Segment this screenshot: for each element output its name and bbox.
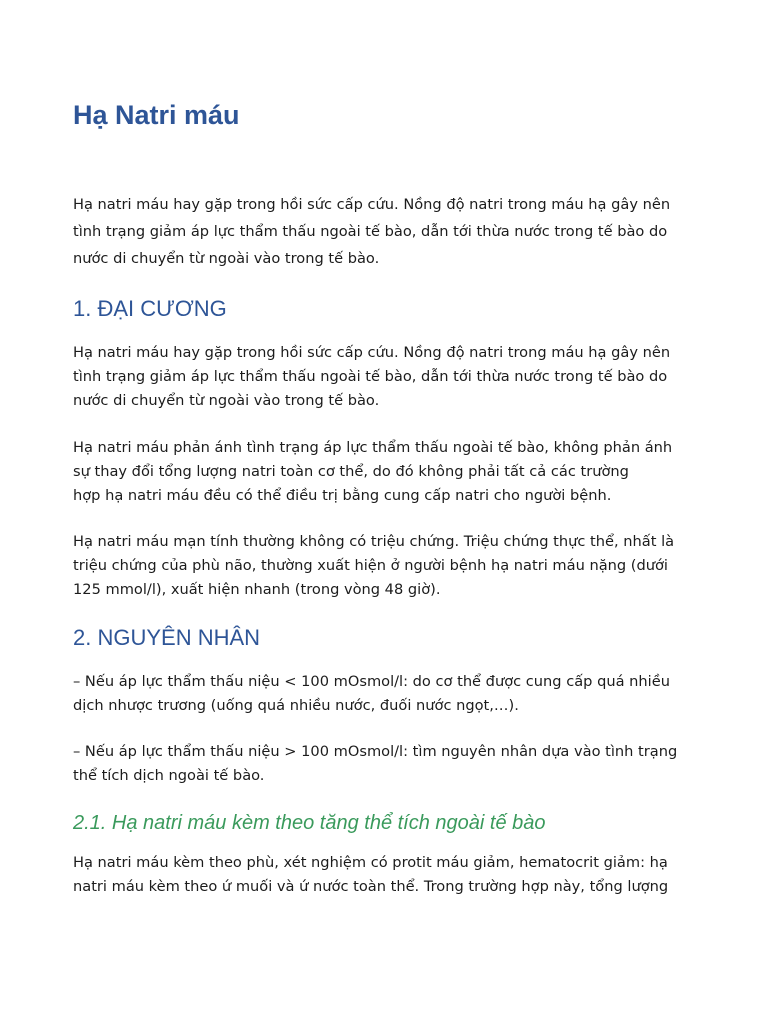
text-line: – Nếu áp lực thẩm thấu niệu > 100 mOsmol/l: tìm nguyên nhân dựa vào tình trạng bbox=[73, 743, 678, 760]
text-line: – Nếu áp lực thẩm thấu niệu < 100 mOsmol/l: do cơ thể được cung cấp quá nhiều bbox=[73, 673, 670, 690]
section-heading-dai-cuong: 1. ĐẠI CƯƠNG bbox=[73, 296, 227, 321]
text-line: dịch nhược trương (uống quá nhiều nước, đuối nước ngọt,…). bbox=[73, 697, 519, 714]
nguyen-nhan-paragraph-2 bbox=[73, 740, 713, 788]
text-line: Hạ natri máu phản ánh tình trạng áp lực thẩm thấu ngoài tế bào, không phản ánh bbox=[73, 439, 673, 456]
text-line: Hạ natri máu mạn tính thường không có triệu chứng. Triệu chứng thực thể, nhất là bbox=[73, 533, 675, 550]
section-heading-nguyen-nhan: 2. NGUYÊN NHÂN bbox=[73, 625, 261, 650]
nguyen-nhan-paragraph-1 bbox=[73, 670, 713, 718]
text-line: tình trạng giảm áp lực thẩm thấu ngoài tế bào, dẫn tới thừa nước trong tế bào do bbox=[73, 368, 668, 385]
text-line: Hạ natri máu kèm theo phù, xét nghiệm có protit máu giảm, hematocrit giảm: hạ bbox=[73, 854, 668, 871]
text-line: triệu chứng của phù não, thường xuất hiện ở người bệnh hạ natri máu nặng (dưới bbox=[73, 557, 668, 574]
text-line: tình trạng giảm áp lực thẩm thấu ngoài tế bào, dẫn tới thừa nước trong tế bào do bbox=[73, 223, 668, 240]
text-line: sự thay đổi tổng lượng natri toàn cơ thể, do đó không phải tất cả các trường bbox=[73, 463, 629, 480]
dai-cuong-paragraph-2 bbox=[73, 436, 713, 508]
page-title: Hạ Natri máu bbox=[73, 100, 240, 130]
text-line: nước di chuyển từ ngoài vào trong tế bào. bbox=[73, 392, 380, 409]
intro-paragraph bbox=[73, 191, 713, 272]
subsection-heading-2-1: 2.1. Hạ natri máu kèm theo tăng thể tích ngoài tế bào bbox=[73, 812, 546, 834]
text-line: natri máu kèm theo ứ muối và ứ nước toàn thể. Trong trường hợp này, tổng lượng bbox=[73, 878, 669, 895]
dai-cuong-paragraph-3 bbox=[73, 530, 713, 602]
text-line: hợp hạ natri máu đều có thể điều trị bằng cung cấp natri cho người bệnh. bbox=[73, 487, 612, 504]
text-line: Hạ natri máu hay gặp trong hồi sức cấp cứu. Nồng độ natri trong máu hạ gây nên bbox=[73, 344, 671, 361]
text-line: thể tích dịch ngoài tế bào. bbox=[73, 767, 265, 784]
text-line: 125 mmol/l), xuất hiện nhanh (trong vòng 48 giờ). bbox=[73, 581, 441, 598]
dai-cuong-paragraph-1 bbox=[73, 341, 713, 413]
text-line: nước di chuyển từ ngoài vào trong tế bào. bbox=[73, 250, 380, 267]
subsection-2-1-paragraph bbox=[73, 851, 713, 899]
text-line: Hạ natri máu hay gặp trong hồi sức cấp cứu. Nồng độ natri trong máu hạ gây nên bbox=[73, 196, 671, 213]
